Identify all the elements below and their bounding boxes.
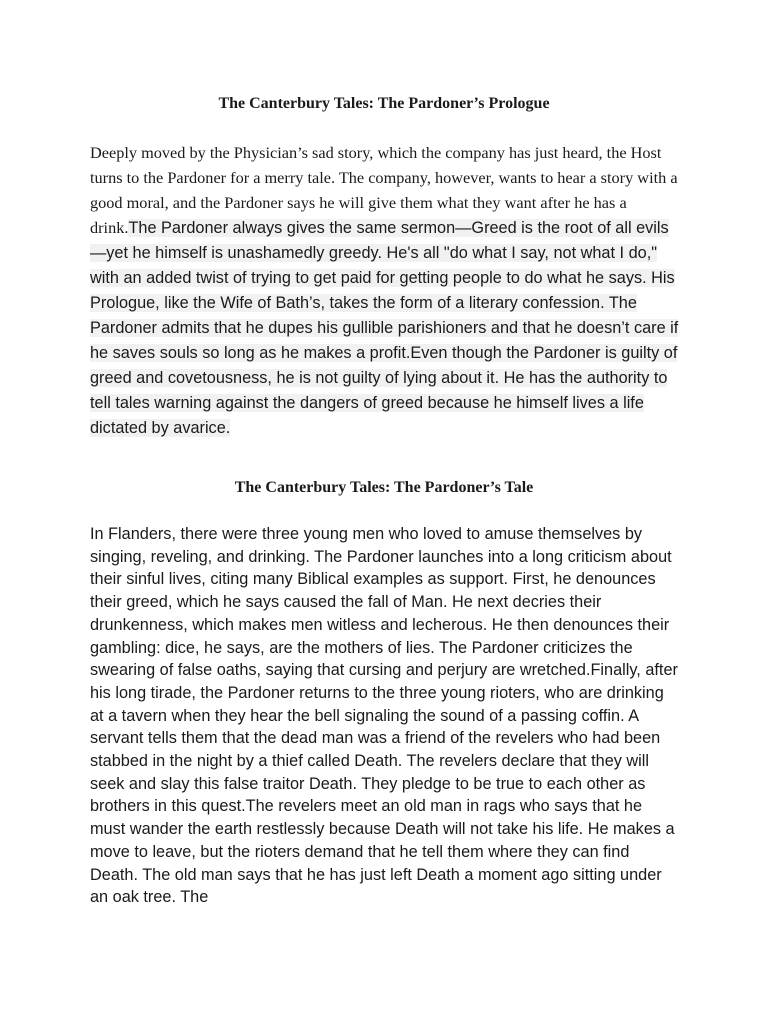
prologue-heading: The Canterbury Tales: The Pardoner’s Prologue (218, 95, 550, 112)
tale-paragraph: In Flanders, there were three young men who loved to amuse themselves by singing, reveling, and drinking. The Pardoner launches into a long criticism about their sinful lives, citing many Biblical examples as support. First, he denounces their greed, which he says caused the fall of Man. He next decries their drunkenness, which makes men witless and lecherous. He then denounces their gambling: dice, he says, are the mothers of lies. The Pardoner criticizes the swearing of false oaths, saying that cursing and perjury are wretched.Finally, after his long tirade, the Pardoner returns to the three young rioters, who are drinking at a tavern when they hear the bell signaling the sound of a passing coffin. A servant tells them that the dead man was a friend of the revelers who had been stabbed in the night by a thief called Death. The revelers declare that they will seek and slay this false traitor Death. They pledge to be true to each other as brothers in this quest.The revelers meet an old man in rags who says that he must wander the earth restlessly because Death will not take his life. He makes a move to leave, but the rioters demand that he tell them where they can find Death. The old man says that he has just left Death a moment ago sitting under an oak tree. The (90, 525, 678, 907)
prologue-paragraph (90, 141, 680, 441)
prologue-highlighted-text: The Pardoner always gives the same sermon—Greed is the root of all evils—yet he himself is unashamedly greedy. He's all "do what I say, not what I do," with an added twist of trying to get paid for getting people to do what he says. His Prologue, like the Wife of Bath’s, takes the form of a literary confession. The Pardoner admits that he dupes his gullible parishioners and that he doesn’t care if he saves souls so long as he makes a profit.Even though the Pardoner is guilty of greed and covetousness, he is not guilty of lying about it. He has the authority to tell tales warning against the dangers of greed because he himself lives a life dictated by avarice. (90, 219, 679, 437)
prologue-intro-text: Deeply moved by the Physician’s sad story, which the company has just heard, the Host turns to the Pardoner for a merry tale. The company, however, wants to hear a story with a good moral, and the Pardoner says he will give them what they want after he has a drink. (90, 143, 678, 237)
tale-heading: The Canterbury Tales: The Pardoner’s Tale (234, 479, 534, 496)
